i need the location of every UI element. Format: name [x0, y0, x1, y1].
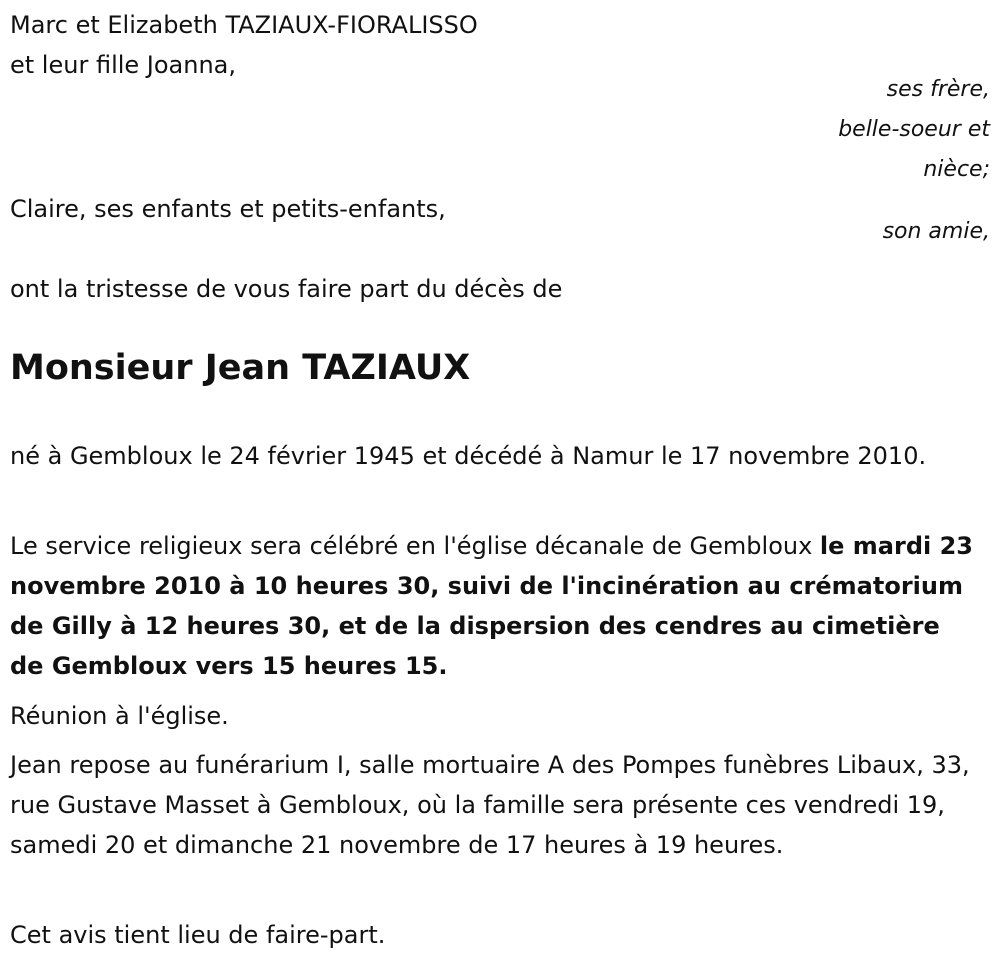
- relation-friend: son amie,: [882, 219, 990, 244]
- relation-line-2: belle-soeur et: [838, 117, 990, 142]
- family-line-2: et leur fille Joanna,: [10, 51, 237, 79]
- relation-line-1: ses frère,: [886, 77, 990, 102]
- deceased-name: Monsieur Jean TAZIAUX: [10, 348, 471, 388]
- announcement-text: ont la tristesse de vous faire part du décès de: [10, 275, 563, 303]
- relation-line-3: nièce;: [923, 157, 990, 182]
- birth-death-paragraph: né à Gembloux le 24 février 1945 et décédé à Namur le 17 novembre 2010.: [10, 442, 927, 470]
- family-line-1: Marc et Elizabeth TAZIAUX-FIORALISSO: [10, 11, 478, 39]
- service-intro: Le service religieux sera célébré en l'église décanale de Gembloux: [10, 532, 820, 560]
- reunion-paragraph: Réunion à l'église.: [10, 702, 229, 730]
- closing-paragraph: Cet avis tient lieu de faire-part.: [10, 921, 386, 949]
- family-line-3: Claire, ses enfants et petits-enfants,: [10, 195, 446, 223]
- funeral-home-paragraph: Jean repose au funérarium I, salle mortuaire A des Pompes funèbres Libaux, 33, rue Gustave Masset à Gembloux, où la famille sera présente ces vendredi 19, samedi 20 et dimanche 21 novembre de 17 heures à 19 heures.: [10, 751, 970, 859]
- service-paragraph: [10, 526, 975, 686]
- service-details: le mardi 23 novembre 2010 à 10 heures 30, suivi de l'incinération au crématorium de Gilly à 12 heures 30, et de la dispersion des cendres au cimetière de Gembloux vers 15 heures 15.: [10, 532, 973, 680]
